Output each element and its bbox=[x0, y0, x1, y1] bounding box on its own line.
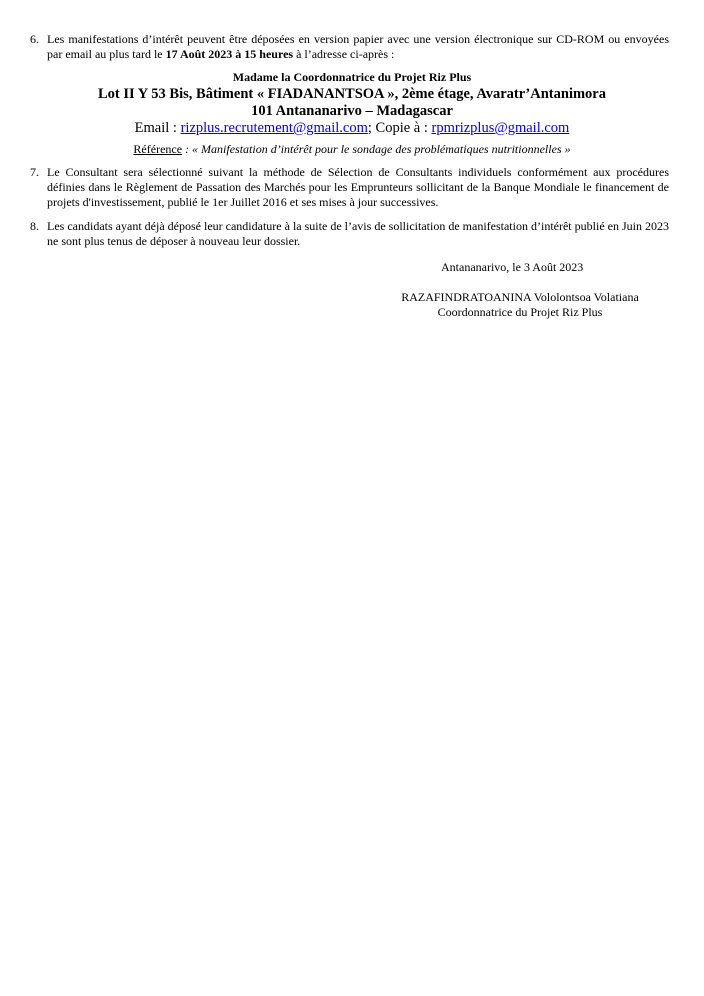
text-segment: à l’adresse ci-après : bbox=[293, 47, 395, 61]
paragraph-item-7 bbox=[30, 165, 669, 210]
item-number: 8. bbox=[30, 219, 39, 233]
copy-label: ; Copie à : bbox=[367, 120, 432, 136]
paragraph-item-6 bbox=[30, 32, 669, 62]
text-segment: Les manifestations d’intérêt peuvent être déposées en version papier avec une version électronique sur CD-ROM ou envoyées par email au plus tard le bbox=[47, 32, 669, 61]
paragraph-text bbox=[47, 32, 669, 62]
address-line-2: 101 Antananarivo – Madagascar bbox=[251, 103, 453, 119]
deadline-text: 17 Août 2023 à 15 heures bbox=[165, 47, 294, 61]
address-line-1: Lot II Y 53 Bis, Bâtiment « FIADANANTSOA », 2ème étage, Avaratr’Antanimora bbox=[98, 86, 606, 102]
signatory-name: RAZAFINDRATOANINA Vololontsoa Volatiana bbox=[401, 290, 639, 304]
reference-label: Référence bbox=[133, 142, 183, 156]
email-label: Email : bbox=[134, 120, 181, 136]
reference-line bbox=[0, 142, 704, 157]
item-number: 7. bbox=[30, 165, 39, 179]
email-link[interactable]: rizplus.recrutement@gmail.com bbox=[180, 120, 368, 136]
paragraph-text: Le Consultant sera sélectionné suivant la méthode de Sélection de Consultants individuels conformément aux procédures définies dans le Règlement de Passation des Marchés pour les Emprunteurs sollicitant de la Banque Mondiale le financement de projets d'investissement, publié le 1er Juillet 2016 et ses mises à jour successives. bbox=[47, 165, 669, 209]
paragraph-item-8 bbox=[30, 219, 669, 249]
recipient-line: Madame la Coordonnatrice du Projet Riz Plus bbox=[232, 70, 472, 84]
signatory-title: Coordonnatrice du Projet Riz Plus bbox=[437, 305, 603, 319]
reference-text: : « Manifestation d’intérêt pour le sondage des problématiques nutritionnelles » bbox=[182, 142, 571, 156]
paragraph-text: Les candidats ayant déjà déposé leur candidature à la suite de l’avis de sollicitation de manifestation d’intérêt publié en Juin 2023 ne sont plus tenus de déposer à nouveau leur dossier. bbox=[47, 219, 669, 248]
copy-email-link[interactable]: rpmrizplus@gmail.com bbox=[431, 120, 570, 136]
place-date: Antananarivo, le 3 Août 2023 bbox=[441, 260, 584, 274]
email-line bbox=[0, 119, 704, 137]
item-number: 6. bbox=[30, 32, 39, 46]
